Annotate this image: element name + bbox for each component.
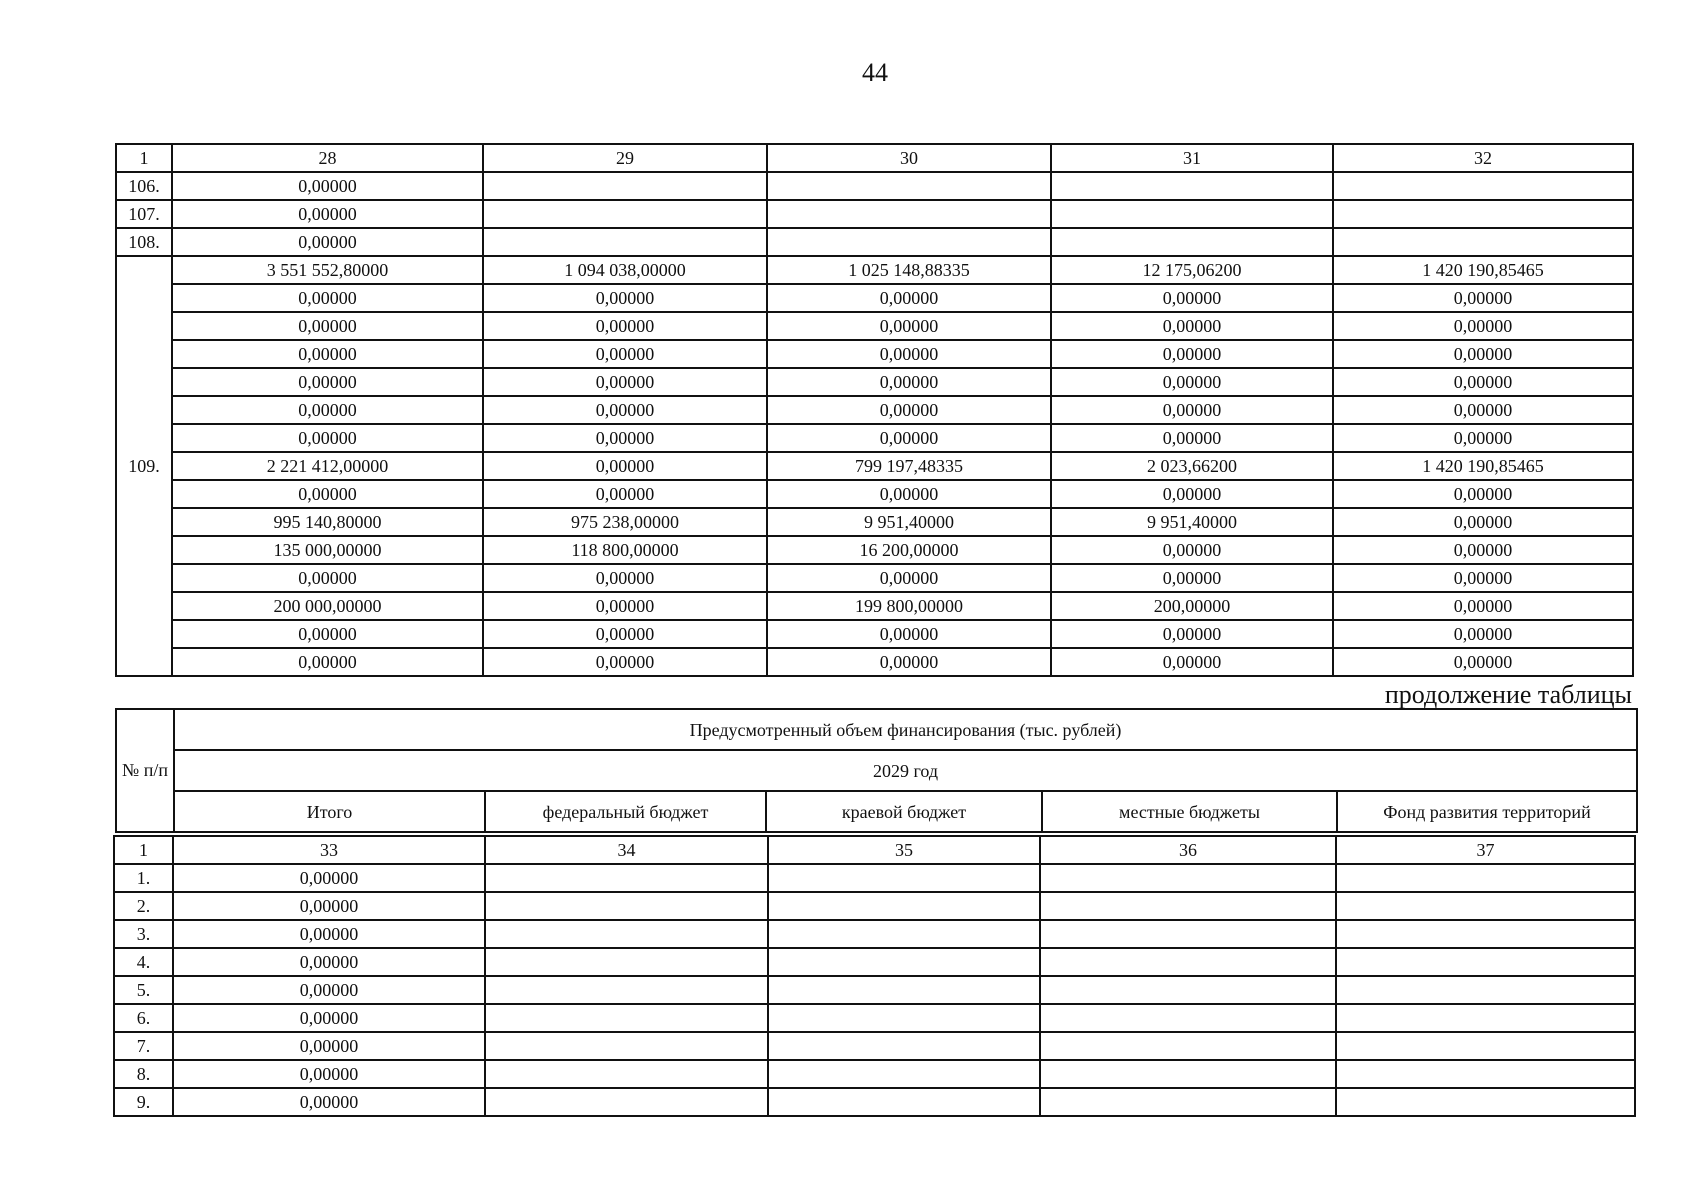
table-cell: 0,00000 [1333, 396, 1633, 424]
table-cell [485, 976, 768, 1004]
table-cell: 0,00000 [1051, 648, 1333, 676]
table-cell: 118 800,00000 [483, 536, 767, 564]
table-cell: 0,00000 [1333, 312, 1633, 340]
table-row [116, 284, 1633, 312]
table-cell [1040, 892, 1336, 920]
page-number: 44 [862, 58, 888, 87]
table-cell [768, 948, 1040, 976]
table-cell [1336, 1088, 1635, 1116]
header-federal-budget: федеральный бюджет [485, 791, 766, 832]
table-cell [485, 948, 768, 976]
table-cell: 0,00000 [1051, 620, 1333, 648]
table-cell: 0,00000 [1051, 340, 1333, 368]
column-number: 29 [483, 144, 767, 172]
table-cell: 0,00000 [173, 976, 485, 1004]
table-row [116, 256, 1633, 284]
table-row [116, 592, 1633, 620]
table-cell: 0,00000 [483, 368, 767, 396]
table-cell [485, 920, 768, 948]
table-cell: 0,00000 [173, 1004, 485, 1032]
table-cell [767, 228, 1051, 256]
table-cell: 0,00000 [173, 892, 485, 920]
table-cell: 0,00000 [172, 396, 483, 424]
row-number: 7. [114, 1032, 173, 1060]
table-cell [485, 892, 768, 920]
column-number: 30 [767, 144, 1051, 172]
table-row [116, 508, 1633, 536]
row-number: 108. [116, 228, 172, 256]
table-row [116, 536, 1633, 564]
table-cell: 0,00000 [1333, 508, 1633, 536]
table-cell: 0,00000 [172, 228, 483, 256]
table-cell [767, 200, 1051, 228]
table-cell: 1 420 190,85465 [1333, 452, 1633, 480]
header-regional-budget: краевой бюджет [766, 791, 1042, 832]
table-cell: 0,00000 [1333, 620, 1633, 648]
table-cell: 0,00000 [1051, 396, 1333, 424]
table-cell: 0,00000 [1333, 648, 1633, 676]
table-cell: 0,00000 [173, 1032, 485, 1060]
table-cell: 0,00000 [483, 284, 767, 312]
table-cell: 0,00000 [1333, 368, 1633, 396]
table-cell: 0,00000 [767, 620, 1051, 648]
table-cell [768, 1060, 1040, 1088]
table-cell [1336, 892, 1635, 920]
table-cell [485, 1032, 768, 1060]
table-cell [768, 864, 1040, 892]
table-cell: 0,00000 [172, 368, 483, 396]
table-cell [483, 200, 767, 228]
row-number: 109. [116, 256, 172, 676]
row-number: 4. [114, 948, 173, 976]
table-cell [1040, 976, 1336, 1004]
table-cell [1336, 920, 1635, 948]
column-number: 37 [1336, 836, 1635, 864]
table-cell [768, 892, 1040, 920]
table-row [116, 200, 1633, 228]
table-row [116, 312, 1633, 340]
table-cell: 0,00000 [767, 340, 1051, 368]
table-cell: 0,00000 [172, 340, 483, 368]
table-cell: 0,00000 [767, 396, 1051, 424]
table-cell: 200 000,00000 [172, 592, 483, 620]
table-cell: 0,00000 [767, 564, 1051, 592]
table-cell [485, 864, 768, 892]
table-cell: 0,00000 [483, 452, 767, 480]
table-cell: 0,00000 [173, 1060, 485, 1088]
table-cell: 0,00000 [1051, 424, 1333, 452]
table-cell [1336, 1032, 1635, 1060]
table-cell [1040, 1060, 1336, 1088]
table-row [116, 620, 1633, 648]
table-cell: 995 140,80000 [172, 508, 483, 536]
table-cell [768, 1004, 1040, 1032]
table-cell [768, 976, 1040, 1004]
table-cell: 1 420 190,85465 [1333, 256, 1633, 284]
table-row [116, 564, 1633, 592]
table-cell: 1 025 148,88335 [767, 256, 1051, 284]
table-cell: 0,00000 [767, 284, 1051, 312]
table-cell [1040, 1088, 1336, 1116]
table-cell: 0,00000 [483, 592, 767, 620]
header-row-number: № п/п [116, 709, 174, 832]
row-number: 1. [114, 864, 173, 892]
table-cell [768, 1088, 1040, 1116]
financing-table-bottom [113, 835, 1636, 1117]
table-cell: 0,00000 [173, 864, 485, 892]
table-cell: 0,00000 [1333, 424, 1633, 452]
table-cell [1040, 948, 1336, 976]
table-row [116, 424, 1633, 452]
table-cell [767, 172, 1051, 200]
header-financing-volume: Предусмотренный объем финансирования (тыс. рублей) [174, 709, 1637, 750]
table-cell [1040, 864, 1336, 892]
table-cell: 12 175,06200 [1051, 256, 1333, 284]
table-cell: 199 800,00000 [767, 592, 1051, 620]
table-cell [1336, 948, 1635, 976]
table-cell: 0,00000 [1051, 564, 1333, 592]
table-row [114, 892, 1635, 920]
table-cell: 0,00000 [483, 340, 767, 368]
row-number: 8. [114, 1060, 173, 1088]
table-cell: 0,00000 [172, 424, 483, 452]
header-local-budgets: местные бюджеты [1042, 791, 1337, 832]
table-cell [485, 1060, 768, 1088]
table-cell: 9 951,40000 [767, 508, 1051, 536]
table-cell: 2 023,66200 [1051, 452, 1333, 480]
table-cell: 3 551 552,80000 [172, 256, 483, 284]
table-cell [1051, 228, 1333, 256]
table-cell: 0,00000 [1051, 368, 1333, 396]
table-cell: 0,00000 [1051, 284, 1333, 312]
financing-table-top [115, 143, 1634, 677]
table-cell: 0,00000 [1333, 536, 1633, 564]
table-row [116, 172, 1633, 200]
table-cell: 0,00000 [767, 368, 1051, 396]
table-cell [485, 1088, 768, 1116]
table-cell: 0,00000 [172, 648, 483, 676]
table-row [114, 1032, 1635, 1060]
row-number: 106. [116, 172, 172, 200]
financing-header-table [115, 708, 1638, 833]
table-cell: 0,00000 [172, 284, 483, 312]
column-number: 36 [1040, 836, 1336, 864]
column-number-row [114, 836, 1635, 864]
row-number: 5. [114, 976, 173, 1004]
table-row [116, 452, 1633, 480]
table-cell: 135 000,00000 [172, 536, 483, 564]
table-cell [1051, 172, 1333, 200]
table-row [114, 976, 1635, 1004]
column-number-row [116, 144, 1633, 172]
column-number: 33 [173, 836, 485, 864]
table-row [114, 1004, 1635, 1032]
table-cell: 0,00000 [1051, 312, 1333, 340]
table-cell [483, 172, 767, 200]
table-cell: 2 221 412,00000 [172, 452, 483, 480]
table-cell [768, 920, 1040, 948]
table-cell: 0,00000 [1333, 340, 1633, 368]
table-cell [1333, 228, 1633, 256]
table-cell: 0,00000 [173, 920, 485, 948]
table-cell [1040, 1004, 1336, 1032]
table-cell [1336, 1060, 1635, 1088]
column-number: 28 [172, 144, 483, 172]
column-number: 1 [116, 144, 172, 172]
table-cell: 0,00000 [483, 564, 767, 592]
table-cell: 0,00000 [172, 480, 483, 508]
column-number: 34 [485, 836, 768, 864]
table-cell: 0,00000 [767, 312, 1051, 340]
table-cell [1333, 172, 1633, 200]
table-cell [1051, 200, 1333, 228]
table-cell: 0,00000 [172, 312, 483, 340]
table-cell: 200,00000 [1051, 592, 1333, 620]
table-cell [483, 228, 767, 256]
table-cell: 0,00000 [483, 312, 767, 340]
row-number: 107. [116, 200, 172, 228]
table-cell: 0,00000 [172, 200, 483, 228]
table-cell [1040, 1032, 1336, 1060]
table-row [116, 368, 1633, 396]
table-cell: 799 197,48335 [767, 452, 1051, 480]
column-number: 31 [1051, 144, 1333, 172]
table-cell [1336, 864, 1635, 892]
table-cell [768, 1032, 1040, 1060]
table-cell: 0,00000 [1333, 284, 1633, 312]
table-cell: 0,00000 [483, 648, 767, 676]
table-cell: 0,00000 [767, 648, 1051, 676]
table-cell: 9 951,40000 [1051, 508, 1333, 536]
table-cell: 0,00000 [1051, 480, 1333, 508]
table-cell: 0,00000 [172, 620, 483, 648]
table-cell: 0,00000 [483, 480, 767, 508]
table-cell: 1 094 038,00000 [483, 256, 767, 284]
table-cell: 16 200,00000 [767, 536, 1051, 564]
table-cell: 0,00000 [1051, 536, 1333, 564]
table-continuation-label: продолжение таблицы [1384, 680, 1632, 709]
table-row [116, 396, 1633, 424]
table-row [114, 1060, 1635, 1088]
table-cell: 0,00000 [1333, 564, 1633, 592]
column-number: 1 [114, 836, 173, 864]
table-cell: 0,00000 [172, 564, 483, 592]
row-number: 3. [114, 920, 173, 948]
table-cell: 0,00000 [1333, 592, 1633, 620]
table-cell: 0,00000 [173, 948, 485, 976]
table-row [114, 920, 1635, 948]
row-number: 2. [114, 892, 173, 920]
table-row [116, 648, 1633, 676]
table-row [116, 228, 1633, 256]
table-cell [1336, 1004, 1635, 1032]
table-cell [1333, 200, 1633, 228]
table-cell: 0,00000 [172, 172, 483, 200]
column-number: 32 [1333, 144, 1633, 172]
table-cell: 975 238,00000 [483, 508, 767, 536]
table-cell: 0,00000 [767, 424, 1051, 452]
table-row [114, 1088, 1635, 1116]
table-cell: 0,00000 [483, 396, 767, 424]
table-row [114, 948, 1635, 976]
table-row [114, 864, 1635, 892]
table-cell: 0,00000 [483, 620, 767, 648]
table-cell [1040, 920, 1336, 948]
row-number: 6. [114, 1004, 173, 1032]
column-number: 35 [768, 836, 1040, 864]
header-total: Итого [174, 791, 485, 832]
table-row [116, 480, 1633, 508]
table-cell: 0,00000 [1333, 480, 1633, 508]
table-cell [1336, 976, 1635, 1004]
header-year: 2029 год [174, 750, 1637, 791]
row-number: 9. [114, 1088, 173, 1116]
table-row [116, 340, 1633, 368]
table-cell [485, 1004, 768, 1032]
header-territory-fund: Фонд развития территорий [1337, 791, 1637, 832]
table-cell: 0,00000 [767, 480, 1051, 508]
table-cell: 0,00000 [173, 1088, 485, 1116]
table-cell: 0,00000 [483, 424, 767, 452]
